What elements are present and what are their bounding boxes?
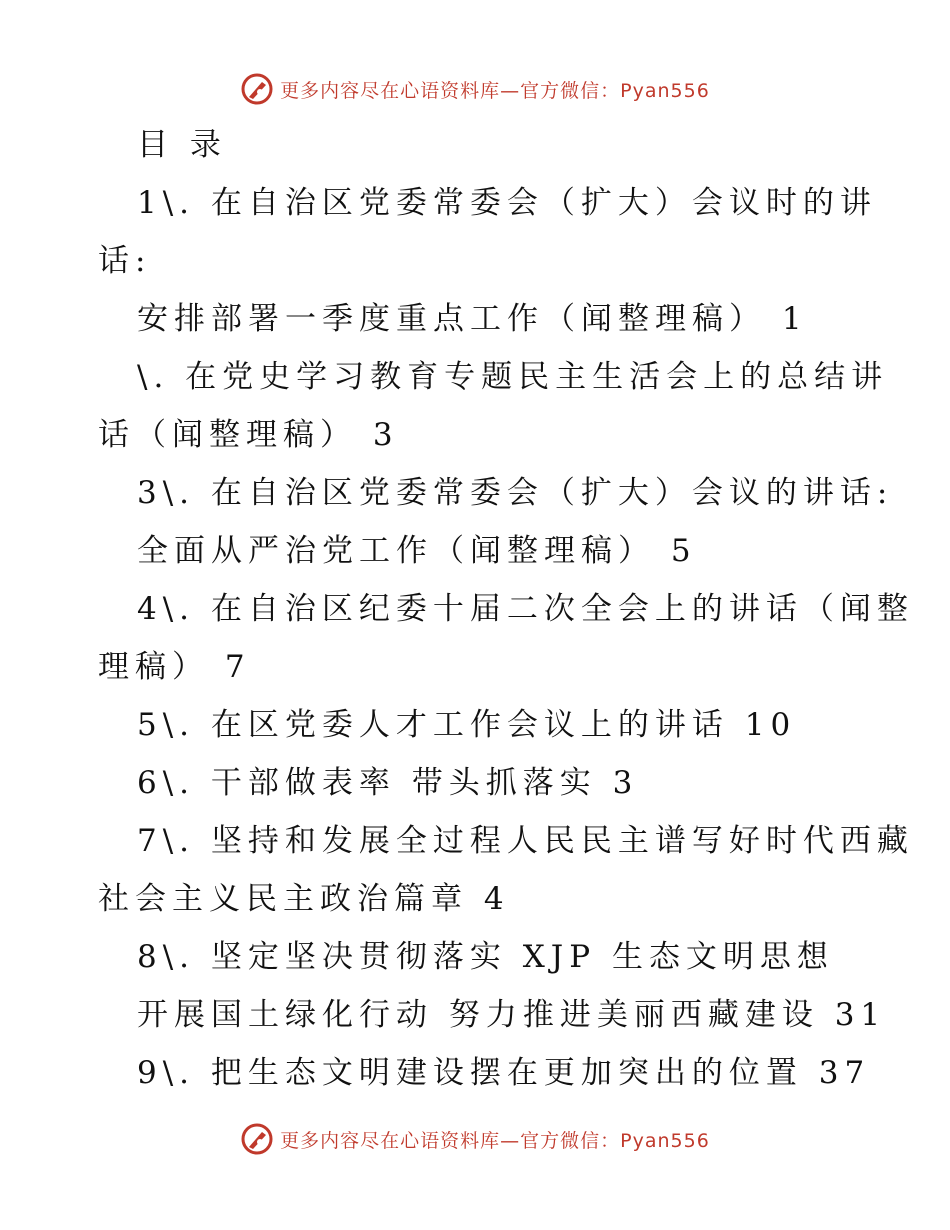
toc-entry: 全面从严治党工作（闻整理稿） 5 <box>137 533 697 569</box>
toc-entry: 社会主义民主政治篇章 4 <box>98 881 510 917</box>
toc-entry: 理稿） 7 <box>98 649 251 685</box>
toc-entry: 9\. 把生态文明建设摆在更加突出的位置 37 <box>137 1055 871 1091</box>
pen-logo-icon <box>240 1122 274 1156</box>
toc-entry: 话: <box>98 243 152 279</box>
header-banner <box>0 72 950 106</box>
toc-entry: 开展国土绿化行动 努力推进美丽西藏建设 31 <box>137 997 887 1033</box>
toc-entry: 3\. 在自治区党委常委会（扩大）会议的讲话: <box>137 475 894 511</box>
toc-entry: 7\. 坚持和发展全过程人民民主谱写好时代西藏 <box>137 823 914 859</box>
toc-entry: 话（闻整理稿） 3 <box>98 417 399 453</box>
footer-banner-text: 更多内容尽在心语资料库—官方微信：Pyan556 <box>280 1129 710 1152</box>
toc-entry: 1\. 在自治区党委常委会（扩大）会议时的讲 <box>137 185 877 221</box>
pen-logo-icon <box>240 72 274 106</box>
toc-entry: 安排部署一季度重点工作（闻整理稿） 1 <box>137 301 808 337</box>
toc-entry: \. 在党史学习教育专题民主生活会上的总结讲 <box>137 359 889 395</box>
footer-banner <box>0 1122 950 1156</box>
toc-entry: 5\. 在区党委人才工作会议上的讲话 10 <box>137 707 797 743</box>
toc-title: 目 录 <box>137 127 227 163</box>
toc-entry: 8\. 坚定坚决贯彻落实 XJP 生态文明思想 <box>137 939 834 975</box>
toc-entry: 6\. 干部做表率 带头抓落实 3 <box>137 765 639 801</box>
header-banner-text: 更多内容尽在心语资料库—官方微信：Pyan556 <box>280 79 710 102</box>
toc-entry: 4\. 在自治区纪委十届二次全会上的讲话（闻整 <box>137 591 914 627</box>
